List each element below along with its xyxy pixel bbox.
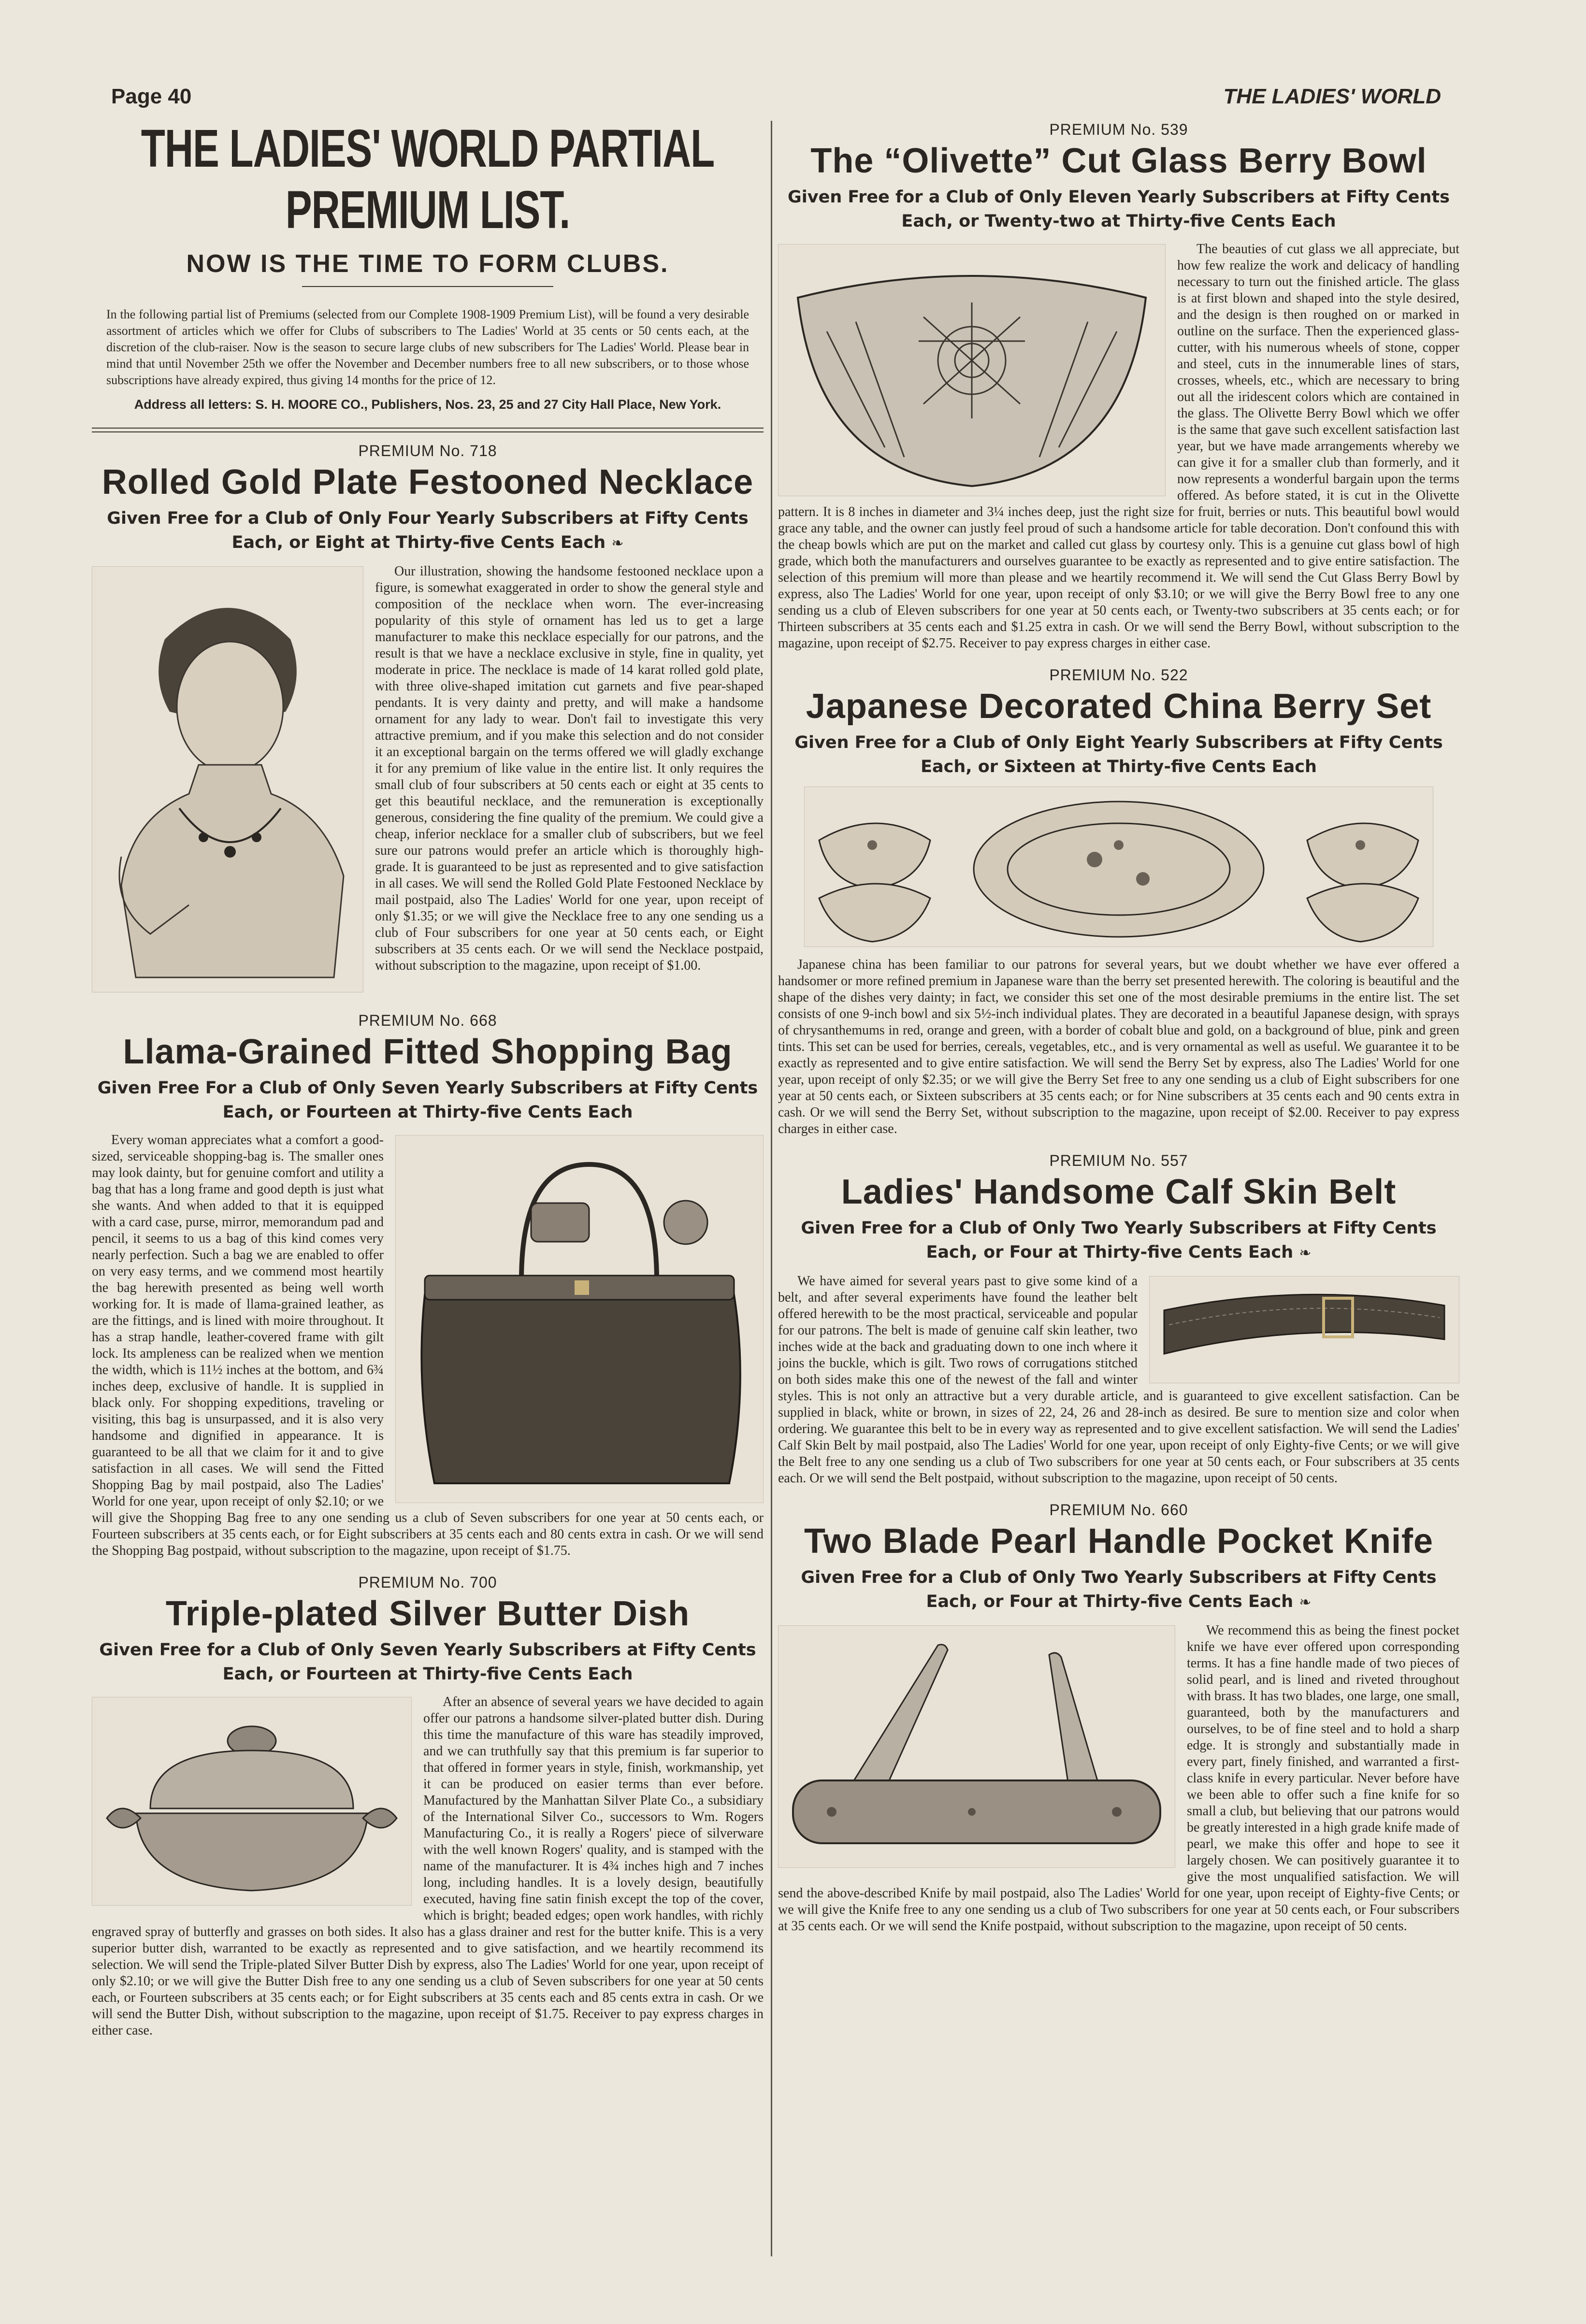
left-column (92, 121, 764, 2053)
premium-offer: Given Free for a Club of Only Four Yearly Subscribers at Fifty Cents Each, or Eight at Thirty-five Cents Each ❧ (107, 509, 749, 552)
divider (92, 428, 764, 432)
premium-number: PREMIUM No. 522 (1049, 666, 1188, 684)
premium-number: PREMIUM No. 700 (358, 1574, 497, 1591)
premium-body: We recommend this as being the finest pocket knife we have ever offered upon corresponding terms. It has a fine handle made of two pieces of solid pearl, and is lined and riveted throughout with brass. It has two blades, one large, one small, guaranteed, both by the manufacturers and ourselves, to be of fine steel and to hold a sharp edge. It is strongly and substantially made in every part, finely finished, and warranted a first-class knife in every particular. Never before have we been able to offer such a fine knife for so small a club, but believing that our patrons would be greatly interested in a high grade knife made of pearl, we make this offer and hope to see it largely chosen. We can positively guarantee it to give the most unqualified satisfaction. We will send the above-described Knife by mail postpaid, also The Ladies' World for one year, upon receipt of Eighty-five Cents; or we will give the Knife free to any one sending us a club of Two subscribers for one year at 50 cents each, or Four subscribers at 35 cents each. Or we will send the Knife postpaid, without subscription to the magazine, upon receipt of 50 cents. (778, 1623, 1459, 1934)
page-number: Page 40 (111, 85, 192, 108)
premium-offer: Given Free for a Club of Only Eight Yearly Subscribers at Fifty Cents Each, or Sixteen at Thirty-five Cents Each (794, 733, 1443, 776)
premium-offer: Given Free for a Club of Only Two Yearly Subscribers at Fifty Cents Each, or Four at Thirty-five Cents Each ❧ (801, 1568, 1437, 1611)
premium-title: Llama-Grained Fitted Shopping Bag (123, 1033, 733, 1071)
premium-body: We have aimed for several years past to give some kind of a belt, and after several experiments have found the leather belt offered herewith to be the most practical, serviceable and popular for our patrons. The belt is made of genuine calf skin leather, two inches wide at the back and graduating down to one inch where it joins the buckle, which is gilt. Two rows of corrugations stitched on both sides make this one of the newest of the fall and winter styles. This is not only an attractive but a very durable article, and is guaranteed to give excellent satisfaction. Can be supplied in black, white or brown, in sizes of 22, 24, 26 and 28-inch as desired. Be sure to mention size and color when ordering. We guarantee this belt to be in every way as represented and to give excellent satisfaction. We will send the Ladies' Calf Skin Belt by mail postpaid, also The Ladies' World for one year, upon receipt of only Eighty-five Cents; or we will give the Belt free to any one sending us a club of Two subscribers for one year at 50 cents each, or Four subscribers at 35 cents each. Or we will send the Belt postpaid, without subscription to the magazine, upon receipt of 50 cents. (778, 1274, 1459, 1486)
pocket-knife-illustration-icon (778, 1625, 1175, 1868)
premium-718 (92, 442, 764, 997)
right-column (778, 121, 1459, 1949)
premium-title: Two Blade Pearl Handle Pocket Knife (804, 1522, 1433, 1561)
premium-title: Triple-plated Silver Butter Dish (165, 1594, 690, 1633)
premium-number: PREMIUM No. 660 (1049, 1501, 1188, 1519)
premium-body: The beauties of cut glass we all appreciate, but how few realize the work and delicacy of handling necessary to turn out the finished article. The glass is at first blown and shaped into the style desired, and the design is then roughed on or marked in outline on the surface. Then the experienced glass-cutter, with his numerous wheels of stone, copper and steel, cuts in the innumerable lines of stars, crosses, wheels, etc., which are necessary to bring out all the iridescent colors which are contained in the glass. The Olivette Berry Bowl which we offer is the same that gave such excellent satisfaction last year, but we have made arrangements whereby we can give it for a smaller club than formerly, and it now represents a wonderful bargain upon the terms offered. As before stated, it is cut in the Olivette pattern. It is 8 inches in diameter and 3¼ inches deep, just the right size for fruit, berries or nuts. This beautiful bowl would grace any table, and the owner can justly feel proud of such a handsome article for table decoration. Don't confound this with the cheap bowls which are put on the market and called cut glass by courtesy only. This is a genuine cut glass bowl of high grade, which both the manufacturers and ourselves guarantee to be exactly as represented and to give entire satisfaction. The selection of this premium will more than please and we heartily recommend it. We will send the Cut Glass Berry Bowl by express, also The Ladies' World for one year, upon receipt of only $3.10; or we will give the Berry Bowl free to any one sending us a club of Eleven subscribers for one year at 50 cents each, or Twenty-two subscribers at 35 cents each; or for Thirteen subscribers at 35 cents each and $1.25 extra in cash. Or we will send the Berry Bowl, without subscription to the magazine, upon receipt of $2.75. Receiver to pay express charges in either case. (778, 242, 1459, 651)
list-title: THE LADIES' WORLD PARTIAL PREMIUM LIST. (141, 119, 715, 240)
magazine-title: THE LADIES' WORLD (1223, 85, 1441, 108)
premium-number: PREMIUM No. 668 (358, 1012, 497, 1029)
premium-offer: Given Free For a Club of Only Seven Yearly Subscribers at Fifty Cents Each, or Fourteen at Thirty-five Cents Each (97, 1078, 758, 1122)
premium-body: Japanese china has been familiar to our patrons for several years, but we doubt whether we have ever offered a handsomer or more refined premium in Japanese ware than the berry set presented herewith. The coloring is beautiful and the shape of the dishes very dainty; in fact, we consider this set one of the most desirable premiums in the entire list. The set consists of one 9-inch bowl and six 5½-inch individual plates. They are decorated in a beautiful Japanese design, with sprays of chrysanthemums in red, orange and green, with a border of cobalt blue and gold, on a background of blue, pink and green tints. This set can be used for berries, cereals, vegetables, etc., and is very ornamental as well as useful. We guarantee it to be exactly as represented and to give entire satisfaction. We will send the Berry Set by express, also The Ladies' World for one year, upon receipt of only $2.35; or we will give the Berry Set free to any one sending us a club of Eight subscribers for one year at 50 cents each, or Sixteen subscribers at 35 cents each; or for Nine subscribers at 35 cents each and 90 cents extra in cash. Or we will send the Berry Set, without subscription to the magazine, upon receipt of $2.00. Receiver to pay express charges in either case. (778, 787, 1459, 1137)
leather-belt-illustration-icon (1149, 1276, 1459, 1383)
premium-title: Ladies' Handsome Calf Skin Belt (841, 1173, 1397, 1211)
premium-title: Rolled Gold Plate Festooned Necklace (101, 463, 754, 502)
premium-number: PREMIUM No. 557 (1049, 1152, 1188, 1169)
china-berry-set-illustration-icon (804, 787, 1433, 947)
premium-body: Our illustration, showing the handsome festooned necklace upon a figure, is somewhat exaggerated in order to show the general style and composition of the necklace when worn. The ever-increasing popularity of this style of ornament has led us to get a large manufacturer to make this necklace especially for our patrons, and the result is that we have a necklace exclusive in style, fine in quality, yet moderate in price. The necklace is made of 14 karat rolled gold plate, with three olive-shaped imitation cut garnets and five pear-shaped pendants. It is very dainty and pretty, and will make a handsome ornament for any lady to wear. Don't fail to investigate this very attractive premium, and if you make this selection and do not consider it an exceptional bargain on the terms offered we will gladly exchange it for any premium of like value in the entire list. It only requires the small club of four subscribers at 50 cents each or eight at 35 cents to get this beautiful necklace, and the remuneration is exceptionally generous, considering the fine quality of the premium. We could give a cheap, inferior necklace for a smaller club of subscribers, but we feel sure our patrons would prefer an article which is thoroughly high-grade. It is guaranteed to be just as represented and to give satisfaction in all cases. We will send the Rolled Gold Plate Festooned Necklace by mail postpaid, also The Ladies' World for one year, upon receipt of only $1.35; or we will give the Necklace free to any one sending us a club of Four subscribers for one year at 50 cents each, or Eight subscribers at 35 cents each. Or we will send the Necklace postpaid, without subscription to the magazine, upon receipt of $1.00. (92, 563, 764, 997)
premium-668 (92, 1012, 764, 1559)
list-subtitle: NOW IS THE TIME TO FORM CLUBS. (186, 250, 669, 278)
premium-body: Every woman appreciates what a comfort a good-sized, serviceable shopping-bag is. The smaller ones may look dainty, but for genuine comfort and utility a bag that has a long frame and good depth is just what she wants. And when added to that it is equipped with a card case, purse, mirror, memorandum pad and pencil, it seems to us a bag of this kind comes very nearly perfection. Such a bag we are enabled to offer on very easy terms, and we commend most heartily the bag herewith presented as being well worth working for. It is made of llama-grained leather, as are the fittings, and is lined with moire throughout. It has a strap handle, leather-covered frame with gilt lock. Its ampleness can be realized when we mention the width, which is 11½ inches at the bottom, and 6¾ inches deep, exclusive of handle. It is supplied in black only. For shopping expeditions, traveling or visiting, this bag is unsurpassed, and it is also very handsome and dignified in appearance. It is guaranteed to be all that we claim for it and to give satisfaction in all cases. We will send the Fitted Shopping Bag by mail postpaid, also The Ladies' World for one year, upon receipt of only $2.10; or we will give the Shopping Bag free to any one sending us a club of Seven subscribers for one year at 50 cents each, or Fourteen subscribers at 35 cents each, or for Eight subscribers at 35 cents each and 80 cents extra in cash. Or we will send the Shopping Bag postpaid, without subscription to the magazine, upon receipt of $1.75. (92, 1133, 764, 1558)
premium-body: After an absence of several years we have decided to again offer our patrons a handsome silver-plated butter dish. During this time the manufacture of this ware has steadily improved, and we can truthfully say that this premium is far superior to that offered in former years in style, finish, workmanship, yet it can be produced on easier terms than ever before. Manufactured by the Manhattan Silver Plate Co., a subsidiary of the International Silver Co., successors to Wm. Rogers Manufacturing Co., it is really a Rogers' piece of silverware with the well known Rogers' quality, and is stamped with the name of the manufacturer. It is 4¾ inches high and 7 inches long, including handles. It is a lovely design, beautifully executed, having fine satin finish except the top of the cover, which is bright; beaded edges; open work handles, with richly engraved spray of butterfly and grasses on both sides. It also has a glass drainer and rest for the butter knife. This is a very superior butter dish, warranted to be exactly as represented and to give satisfaction, and we heartily recommend its selection. We will send the Triple-plated Silver Butter Dish by express, also The Ladies' World for one year, upon receipt of only $2.10; or we will give the Butter Dish free to any one sending us a club of Seven subscribers for one year at 50 cents each, or Fourteen subscribers at 35 cents each; or for Eight subscribers at 35 cents each and 85 cents extra in cash. Or we will send the Butter Dish, without subscription to the magazine, upon receipt of $1.75. Receiver to pay express charges in either case. (92, 1694, 764, 2038)
column-divider (771, 121, 772, 2256)
premium-700 (92, 1574, 764, 2039)
woman-necklace-illustration-icon (92, 566, 363, 992)
premium-offer: Given Free for a Club of Only Two Yearly Subscribers at Fifty Cents Each, or Four at Thirty-five Cents Each ❧ (801, 1219, 1437, 1262)
premium-number: PREMIUM No. 539 (1049, 121, 1188, 138)
address-line: Address all letters: S. H. MOORE CO., Publishers, Nos. 23, 25 and 27 City Hall Place, New York. (134, 397, 721, 412)
ornament-icon: ❧ (1299, 1594, 1312, 1611)
intro-text: In the following partial list of Premiums (selected from our Complete 1908-1909 Premium List), will be found a very desirable assortment of articles which we offer for Clubs of subscribers to The Ladies' World at 35 cents or 50 cents each, at the discretion of the club-raiser. Now is the season to secure large clubs of new subscribers for The Ladies' World. Please bear in mind that until November 25th we offer the November and December numbers free to all new subscribers, or to those whose subscriptions have already expired, thus giving 14 months for the price of 12. (106, 307, 749, 387)
divider (302, 286, 553, 287)
premium-offer: Given Free for a Club of Only Eleven Yearly Subscribers at Fifty Cents Each, or Twenty-two at Thirty-five Cents Each (788, 187, 1450, 231)
premium-title: Japanese Decorated China Berry Set (806, 687, 1432, 726)
cut-glass-bowl-illustration-icon (778, 244, 1166, 496)
premium-522 (778, 666, 1459, 1137)
premium-539 (778, 121, 1459, 652)
ornament-icon: ❧ (1299, 1245, 1312, 1262)
premium-557 (778, 1152, 1459, 1487)
premium-number: PREMIUM No. 718 (358, 442, 497, 459)
butter-dish-illustration-icon (92, 1697, 412, 1906)
ornament-icon: ❧ (611, 535, 624, 552)
premium-offer: Given Free for a Club of Only Seven Yearly Subscribers at Fifty Cents Each, or Fourteen at Thirty-five Cents Each (99, 1640, 756, 1684)
premium-660 (778, 1501, 1459, 1935)
shopping-bag-illustration-icon (395, 1135, 764, 1503)
premium-title: The “Olivette” Cut Glass Berry Bowl (810, 142, 1427, 180)
